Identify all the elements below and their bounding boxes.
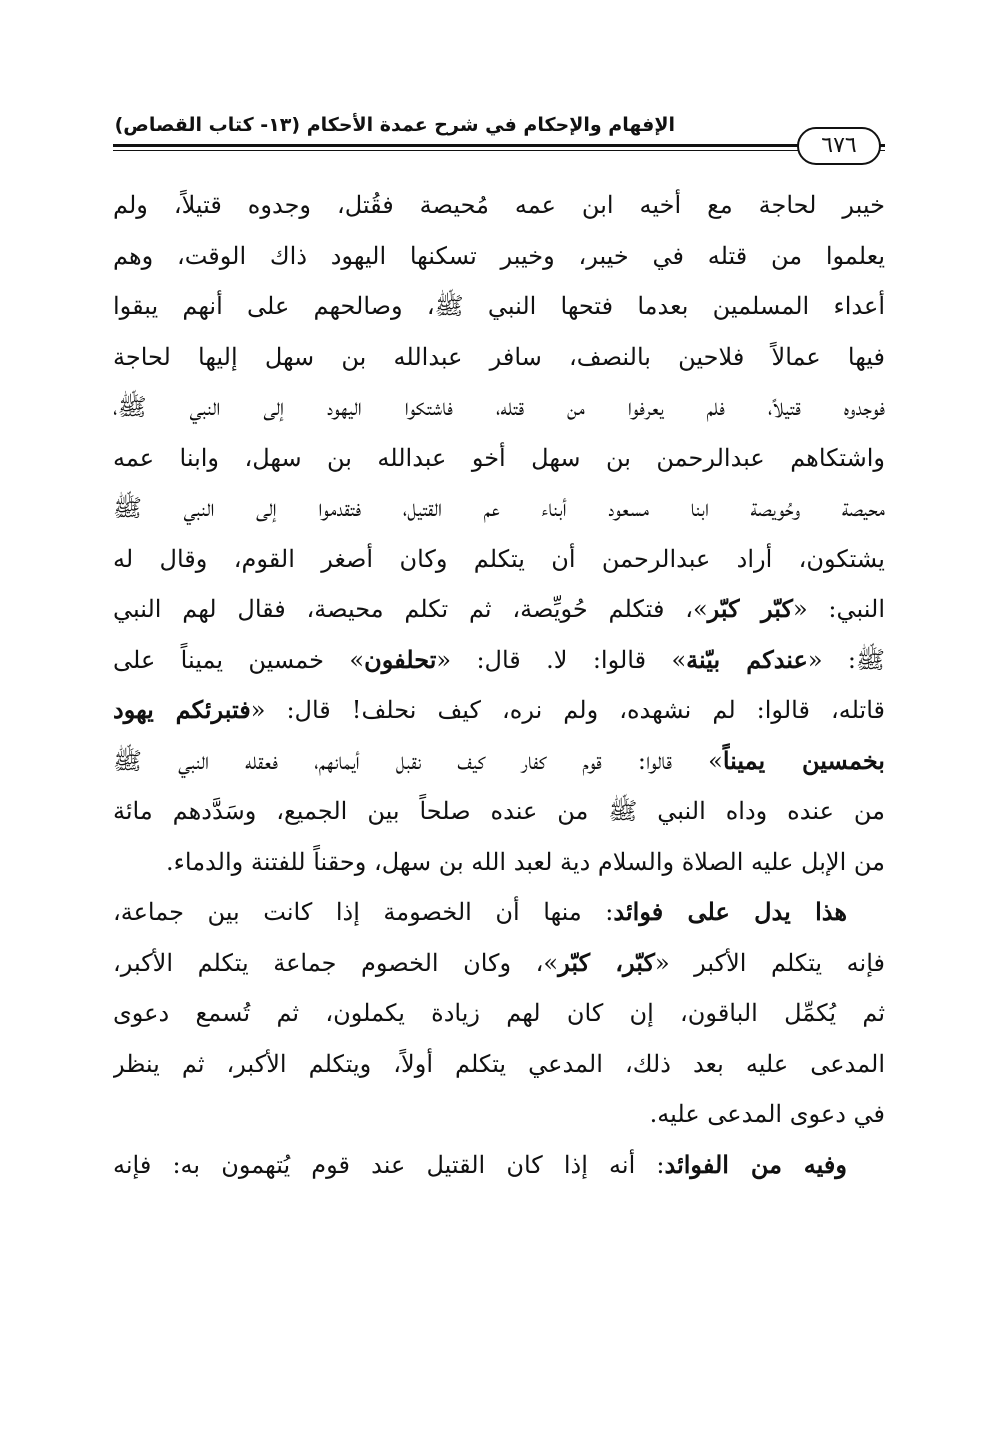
text-segment: في دعوى المدعى عليه. bbox=[649, 1100, 885, 1128]
text-segment: يعلموا من قتله في خيبر، وخيبر تسكنها اليهود ذاك الوقت، وهم bbox=[113, 241, 885, 270]
bold-text-segment: هذا يدل على فوائد bbox=[613, 897, 847, 926]
text-segment: » قالوا: قوم كفار كيف نقبل أيمانهم، فعقله النبي ﷺ bbox=[113, 746, 723, 775]
text-line bbox=[113, 1140, 885, 1191]
header-rule-thick bbox=[113, 144, 885, 147]
text-line bbox=[113, 786, 885, 837]
header-rule-thin bbox=[113, 150, 885, 151]
text-line bbox=[113, 685, 885, 736]
text-line bbox=[113, 332, 885, 383]
text-line bbox=[113, 382, 885, 433]
text-line bbox=[113, 837, 885, 888]
text-line bbox=[113, 887, 885, 938]
bold-text-segment: عندكم بيّنة bbox=[686, 644, 808, 674]
text-segment: محيصة وحُويصة ابنا مسعود أبناء عم القتيل، فتقدموا إلى النبي ﷺ bbox=[113, 494, 885, 522]
text-segment: خيبر لحاجة مع أخيه ابن عمه مُحيصة فقُتل، وجدوه قتيلاً، ولم bbox=[113, 191, 885, 219]
text-line bbox=[113, 635, 885, 686]
text-segment: : منها أن الخصومة إذا كانت بين جماعة، bbox=[113, 898, 614, 926]
bold-text-segment: فتبرئكم يهود bbox=[113, 695, 251, 724]
text-segment: ﷺ: « bbox=[807, 645, 885, 674]
text-segment: يشتكون، أراد عبدالرحمن أن يتكلم وكان أصغر القوم، وقال له bbox=[113, 544, 885, 573]
text-segment: النبي: « bbox=[792, 595, 885, 623]
text-segment: » قالوا: لا. قال: « bbox=[436, 645, 687, 674]
text-segment: »، فتكلم حُويِّصة، ثم تكلم محيصة، فقال لهم النبي bbox=[113, 595, 708, 623]
text-line bbox=[113, 281, 885, 332]
text-segment: فإنه يتكلم الأكبر « bbox=[654, 948, 885, 977]
header-title: الإفهام والإحكام في شرح عمدة الأحكام (١٣- كتاب القصاص) bbox=[114, 114, 675, 136]
text-line bbox=[113, 736, 885, 787]
bold-text-segment: تحلفون bbox=[364, 644, 437, 674]
text-line bbox=[113, 1039, 885, 1090]
bold-text-segment: كبّر، كبّر bbox=[558, 947, 655, 977]
text-segment: » خمسين يميناً على bbox=[113, 645, 365, 674]
page-number-badge: ٦٧٦ bbox=[797, 127, 881, 165]
text-segment: من الإبل عليه الصلاة والسلام دية لعبد الله بن سهل، وحقناً للفتنة والدماء. bbox=[165, 847, 885, 876]
text-segment: فوجدوه قتيلاً، فلم يعرفوا من قتله، فاشتكوا اليهود إلى النبي ﷺ، bbox=[113, 393, 885, 421]
body-text bbox=[113, 180, 885, 1190]
text-line bbox=[113, 180, 885, 231]
text-segment: أعداء المسلمين بعدما فتحها النبي ﷺ، وصالحهم على أنهم يبقوا bbox=[113, 292, 885, 320]
text-segment: قاتله، قالوا: لم نشهده، ولم نره، كيف نحلف! قال: « bbox=[250, 696, 885, 724]
text-line bbox=[113, 938, 885, 989]
text-segment: ثم يُكمِّل الباقون، إن كان لهم زيادة يكملون، ثم تُسمع دعوى bbox=[113, 999, 885, 1027]
text-line bbox=[113, 1089, 885, 1140]
text-line bbox=[113, 433, 885, 484]
text-segment: واشتكاهم عبدالرحمن بن سهل أخو عبدالله بن سهل، وابنا عمه bbox=[113, 443, 885, 472]
text-segment: »، وكان الخصوم جماعة يتكلم الأكبر، bbox=[113, 948, 559, 977]
text-line bbox=[113, 584, 885, 635]
text-segment: فيها عمالاً فلاحين بالنصف، سافر عبدالله بن سهل إليها لحاجة bbox=[113, 342, 885, 371]
text-line bbox=[113, 483, 885, 534]
text-line bbox=[113, 988, 885, 1039]
bold-text-segment: كبّر كبّر bbox=[707, 594, 793, 623]
text-segment: من عنده وداه النبي ﷺ من عنده صلحاً بين الجميع، وسَدَّدهم مائة bbox=[113, 797, 885, 825]
bold-text-segment: بخمسين يميناً bbox=[722, 745, 885, 775]
text-segment: المدعى عليه بعد ذلك، المدعي يتكلم أولاً، ويتكلم الأكبر، ثم ينظر bbox=[113, 1049, 885, 1078]
text-line bbox=[113, 534, 885, 585]
text-segment: : أنه إذا كان القتيل عند قوم يُتهمون به: فإنه bbox=[113, 1150, 665, 1179]
bold-text-segment: وفيه من الفوائد bbox=[664, 1149, 847, 1179]
running-header bbox=[113, 96, 885, 176]
text-line bbox=[113, 231, 885, 282]
